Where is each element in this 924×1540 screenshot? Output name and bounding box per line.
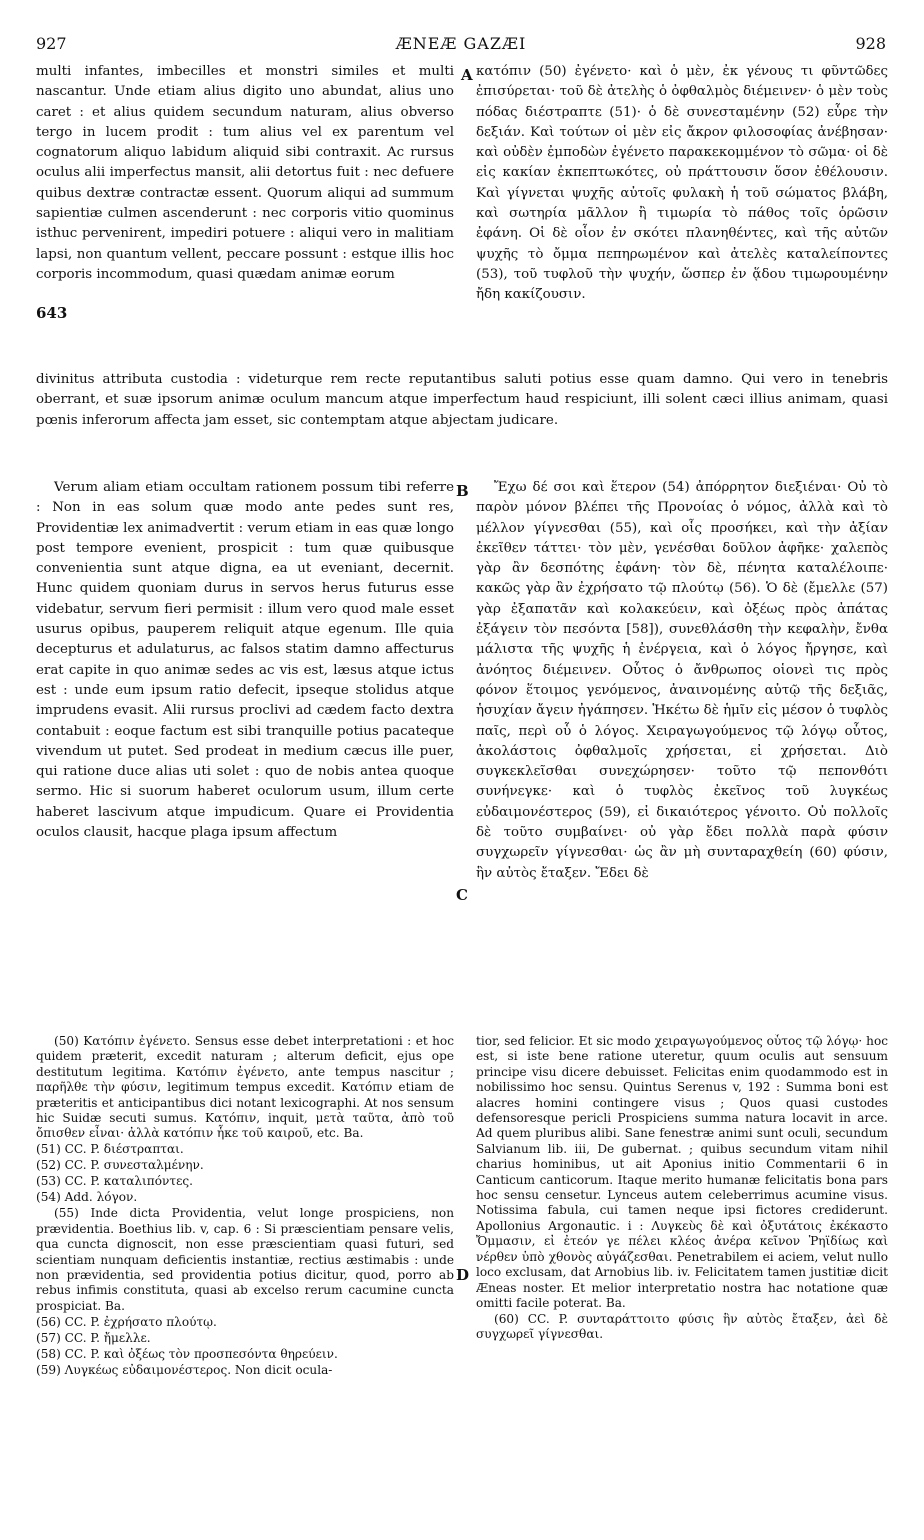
footnotes-left [36,1034,454,1474]
latin-column-b [36,478,454,1006]
latin-text-a: multi infantes, imbecilles et monstri similes et multi nascantur. Unde etiam alius digito uno abundat, alius uno caret : et alius quidem secundum naturam, alius obverso tergo in lucem prodit : tum alius vel ex parentum vel cognatorum aliquo labidum aliquid sibi contraxit. Ac rursus oculus alii imperfectus mansit, alii detortus fuit : nec defuere quibus dextræ contractæ essent. Quorum aliqui ad summum sapientiæ culmen ascenderunt : nec corporis vitio quominus isthuc pervenirent, impediri potuere : aliqui vero in malitiam lapsi, non quantum vellent, peccare possunt : estque illis hoc corporis incommodum, quasi quædam animæ eorum [36,64,454,282]
section-marker-b: B [456,482,469,500]
footnote: (54) Add. λόγον. [36,1190,138,1205]
footnote: (52) CC. P. συνεσταλμένην. [36,1158,204,1173]
footnote: (59) Λυγκέως εὐδαιμονέστερος. Non dicit ocula- [36,1362,333,1377]
footnote: (58) CC. P. καὶ ὀξέως τὸν προσπεσόντα θηρεύειν. [36,1346,338,1361]
footnote: (57) CC. P. ἤμελλε. [36,1330,151,1345]
column-number: 643 [36,304,71,322]
latin-fullwidth-a [36,370,888,470]
greek-text-a: κατόπιν (50) ἐγένετο· καὶ ὁ μὲν, ἐκ γένους τι φῦντῶδες ἐπισύρεται· τοῦ δὲ ἀτελὴς ὁ ὀφθαλμὸς διέμεινεν· ὁ μὲν τοὺς πόδας διέστραπτε (51)· ὁ δὲ συνεσταμένην (52) εὗρε τὴν δεξιάν. Καὶ τούτων οἱ μὲν εἰς ἄκρον φιλοσοφίας ἀνέβησαν· καὶ οὐδὲν ἐμποδὼν ἐγένετο παρακεκομμένον τὸ σῶμα· οἱ δὲ εἰς κακίαν ἐκπεπτωκότες, οὐ πράττουσιν ὅσον ἐθέλουσιν. Καὶ γίγνεται ψυχῆς αὐτοῖς φυλακὴ ἡ τοῦ σώματος βλάβη, καὶ σωτηρία μᾶλλον ἢ τιμωρία τὸ πάθος τοῖς ὁρῶσιν ἐφάνη. Οἱ δὲ οἷον ἐν σκότει πλανηθέντες, καὶ τῆς αὐτῶν ψυχῆς τὸ ὄμμα πεπηρωμένον καὶ ἀτελὲς καταλείποντες (53), τοῦ τυφλοῦ τὴν ψυχήν, ὥσπερ ἐν ᾅδου τιμωρουμένην ἤδη κακίζουσιν. [476,64,888,303]
page-number-right: 928 [855,34,886,53]
greek-column-b [476,478,888,1006]
latin-column-a [36,62,454,368]
page-header [36,34,886,58]
footnote: (55) Inde dicta Providentia, velut longe prospiciens, non prævidentia. Boethius lib. v, cap. 6 : Si præscientiam pensare velis, qua cuncta dignoscit, non esse præscientiam quasi futuri, sed scientiam nunquam deficientis instantiæ, rectius æstimabis : unde non prævidentia, sed providentia potius dicitur, quod, porro ab rebus infimis constituta, quasi ab excelso rerum cacumine cuncta prospiciat. Ba. [36,1206,454,1313]
footnote: (60) CC. P. συνταράττοιτο φύσις ἣν αὐτὸς ἔταξεν, ἀεὶ δὲ συγχωρεῖ γίγνεσθαι. [476,1311,888,1342]
footnote: (50) Κατόπιν ἐγένετο. Sensus esse debet interpretationi : et hoc quidem præterit, excedit naturam ; alterum deficit, ejus ope destitutum legitima. Κατόπιν ἐγένετο, ante tempus nascitur ; παρῆλθε τὴν φύσιν, legitimum tempus excedit. Κατόπιν etiam de præteritis et anticipantibus dici notant lexicographi. At nos sensum hic Suidæ secuti sumus. Κατόπιν, inquit, μετὰ ταῦτα, ἀπὸ τοῦ ὄπισθεν εἶναι· ἀλλὰ κατόπιν ἧκε τοῦ καιροῦ, etc. Ba. [36,1034,454,1141]
latin-text-b: Verum aliam etiam occultam rationem possum tibi referre : Non in eas solum quæ modo ante pedes sunt res, Providentiæ lex animadvertit : verum etiam in eas quæ longo post tempore evenient, prospicit : tum quæ quibusque convenientia sunt atque digna, ea ut eveniant, decernit. Hunc quidem quoniam durus in servos herus futurus esse videbatur, servum fieri permisit : illum vero quod male esset usurus opibus, pauperem reliquit atque egenum. Ille quia decepturus et adulaturus, ac falsos statim damno affecturus erat capite in quo animæ sedes ac vis est, læsus atque ictus est : unde eum ipsum ratio defecit, ipseque stolidus atque imprudens evasit. Alii rursus proclivi ad cædem facto dextra contabuit : eoque factum est sibi tranquille potius pacateque vivendum ut putet. Sed prodeat in medium cæcus ille puer, qui ratione duce alias uti solet : quo de nobis antea quoque sermo. Hic si suorum haberet oculorum usum, illum certe haberet lascivum atque impudicum. Quare ei Providentia oculos clausit, hacque plaga ipsum affectum [36,480,454,841]
greek-text-b: Ἔχω δέ σοι καὶ ἕτερον (54) ἀπόρρητον διεξιέναι· Οὐ τὸ παρὸν μόνον βλέπει τῆς Προνοίας ὁ νόμος, ἀλλὰ καὶ τὸ μέλλον γίγνεσθαι (55), καὶ οἷς προσήκει, καὶ τὴν ἀξίαν ἐκεῖθεν τάττει· τὸν μὲν, γενέσθαι δοῦλον ἀφῆκε· χαλεπὸς γὰρ ἂν δεσπότης ἐφάνη· τὸν δὲ, πένητα καταλέλοιπε· κακῶς γὰρ ἂν ἐχρήσατο τῷ πλούτῳ (56). Ὁ δὲ (ἔμελλε (57) γὰρ ἐξαπατᾶν καὶ κολακεύειν, καὶ ὀξέως πρὸς ἀπάτας ἐξάγειν τὸν πεσόντα [58]), συνεθλάσθη τὴν κεφαλὴν, ἔνθα μάλιστα τῆς ψυχῆς ἡ ἐνέργεια, καὶ ὁ λόγος ἤργησε, καὶ ἀνόητος διέμεινεν. Οὗτος ὁ ἄνθρωπος οἱονεὶ τις πρὸς φόνον ἕτοιμος γενόμενος, ἀναινομένης αὐτῷ τῆς δεξιᾶς, ἡσυχίαν ἄγειν ἠγάπησεν. Ἡκέτω δὲ ἡμῖν εἰς μέσον ὁ τυφλὸς παῖς, περὶ οὗ ὁ λόγος. Χειραγωγούμενος τῷ λόγῳ οὗτος, ἀκολάστοις ὀφθαλμοῖς χρήσεται, εἰ χρήσεται. Διὸ συγκεκλεῖσθαι συνεχώρησεν· τοῦτο τῷ πεπονθότι συνήνεγκε· καὶ ὁ τυφλὸς ἐκεῖνος τοῦ λυγκέως εὐδαιμονέστερος (59), εἰ δικαιότερος γένοιτο. Οὐ πολλοῖς δὲ τοῦτο συμβαίνει· οὐ γὰρ ἔδει πολλὰ παρὰ φύσιν συγχωρεῖν γίγνεσθαι· ὡς ἂν μὴ συνταραχθείη (60) φύσιν, ἣν αὐτὸς ἔταξεν. Ἔδει δὲ [476,480,888,881]
section-marker-a: A [461,66,473,84]
footnote: (53) CC. P. καταλιπόντες. [36,1174,193,1189]
section-marker-d: D [456,1266,470,1284]
section-marker-c: C [456,886,468,904]
greek-column-a [476,62,888,368]
page-number-left: 927 [36,34,67,53]
footnotes-right [476,1034,888,1474]
running-title: ÆNEÆ GAZÆI [395,34,527,53]
footnote: tior, sed felicior. Et sic modo χειραγωγούμενος οὗτος τῷ λόγῳ· hoc est, si iste bene ratione uteretur, quum oculis aut sensuum principe visu dicere debuisset. Felicitas enim quodammodo est in nobilissimo hoc sensu. Quintus Serenus v, 192 : Summa boni est alacres homini contingere visus ; Quos quasi custodes defensoresque pericli Prospiciens summa natura locavit in arce. Ad quem pluribus alibi. Sane fenestræ animi sunt oculi, secundum Salvianum lib. iii, De gubernat. ; quibus secundum vitam nihil charius hominibus, ut ait Aponius initio Commentarii 6 in Canticum canticorum. Itaque merito humanæ felicitatis bona pars hoc sensu censetur. Lynceus autem celeberrimus acumine visus. Notissima fabula, cui tamen neque ipsi fictores crediderunt. Apollonius Argonautic. i : Λυγκεὺς δὲ καὶ ὀξυτάτοις ἐκέκαστο Ὄμμασιν, εἰ ἐτεόν γε πέλει κλέος ἀνέρα κεῖνον Ῥηϊδίως καὶ νέρθεν ὑπὸ χθονὸς αὐγάζεσθαι. Penetrabilem ei aciem, velut nullo loco exclusam, dat Arnobius lib. iv. Felicitatem tamen justitiæ dicit Æneas noster. Et melior interpretatio nostra hac notatione quæ omitti facile poterat. Ba. [476,1034,888,1310]
latin-fullwidth-text: divinitus attributa custodia : videturque rem recte reputantibus saluti potius esse quam damno. Qui vero in tenebris oberrant, et suæ ipsorum animæ oculum mancum atque imperfectum haud respiciunt, illi solent cæci illius animam, quasi pœnis inferorum affecta jam esset, sic contemptam atque abjectam judicare. [36,372,888,428]
footnote: (56) CC. P. ἐχρήσατο πλούτῳ. [36,1314,217,1329]
footnote: (51) CC. P. διέστραπται. [36,1142,184,1157]
